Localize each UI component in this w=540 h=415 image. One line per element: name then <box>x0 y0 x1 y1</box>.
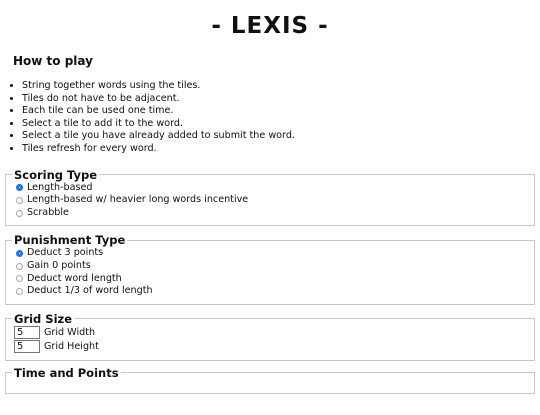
radio-selected-icon[interactable] <box>16 184 23 191</box>
time-points-fieldset <box>5 366 535 394</box>
rule-item: • Tiles do not have to be adjacent. <box>22 93 540 106</box>
page-title: - LEXIS - <box>211 13 329 39</box>
scoring-type-legend: Scoring Type <box>14 167 98 182</box>
grid-width-label: Grid Width <box>44 327 96 339</box>
radio-icon[interactable] <box>16 197 23 204</box>
radio-icon[interactable] <box>16 263 23 270</box>
grid-height-label: Grid Height <box>44 341 99 353</box>
option-label: Deduct 3 points <box>27 247 104 259</box>
punishment-option-deduct-third[interactable] <box>14 285 534 298</box>
punishment-option-deduct-length[interactable] <box>14 273 534 286</box>
punishment-type-fieldset <box>5 233 535 304</box>
option-label: Length-based w/ heavier long words incentive <box>27 194 249 206</box>
grid-size-fieldset <box>5 312 535 361</box>
option-label: Deduct word length <box>27 272 122 284</box>
option-label: Deduct 1/3 of word length <box>27 285 153 297</box>
grid-height-row <box>14 340 534 354</box>
punishment-option-gain-0[interactable] <box>14 260 534 273</box>
punishment-option-deduct-3[interactable] <box>14 247 534 260</box>
rule-item: • String together words using the tiles. <box>22 80 540 93</box>
radio-selected-icon[interactable] <box>16 250 23 257</box>
rule-item: • Each tile can be used one time. <box>22 105 540 118</box>
scoring-option-scrabble[interactable] <box>14 207 534 220</box>
scoring-option-length-heavier[interactable] <box>14 194 534 207</box>
option-label: Length-based <box>27 181 93 193</box>
radio-icon[interactable] <box>16 275 23 282</box>
time-points-legend: Time and Points <box>14 365 119 380</box>
grid-height-input[interactable]: 5 <box>14 340 40 353</box>
radio-icon[interactable] <box>16 210 23 217</box>
radio-icon[interactable] <box>16 288 23 295</box>
rule-item: • Select a tile you have already added to submit the word. <box>22 130 540 143</box>
rule-item: • Tiles refresh for every word. <box>22 143 540 156</box>
rule-item: • Select a tile to add it to the word. <box>22 118 540 131</box>
grid-size-legend: Grid Size <box>14 311 73 326</box>
rules-list <box>0 80 540 156</box>
grid-width-row <box>14 326 534 340</box>
scoring-option-length[interactable] <box>14 182 534 195</box>
punishment-type-legend: Punishment Type <box>14 233 126 248</box>
scoring-type-fieldset <box>5 168 535 227</box>
how-to-play-heading: How to play <box>13 54 93 68</box>
option-label: Scrabble <box>27 206 69 218</box>
option-label: Gain 0 points <box>27 259 91 271</box>
grid-width-input[interactable]: 5 <box>14 326 40 339</box>
